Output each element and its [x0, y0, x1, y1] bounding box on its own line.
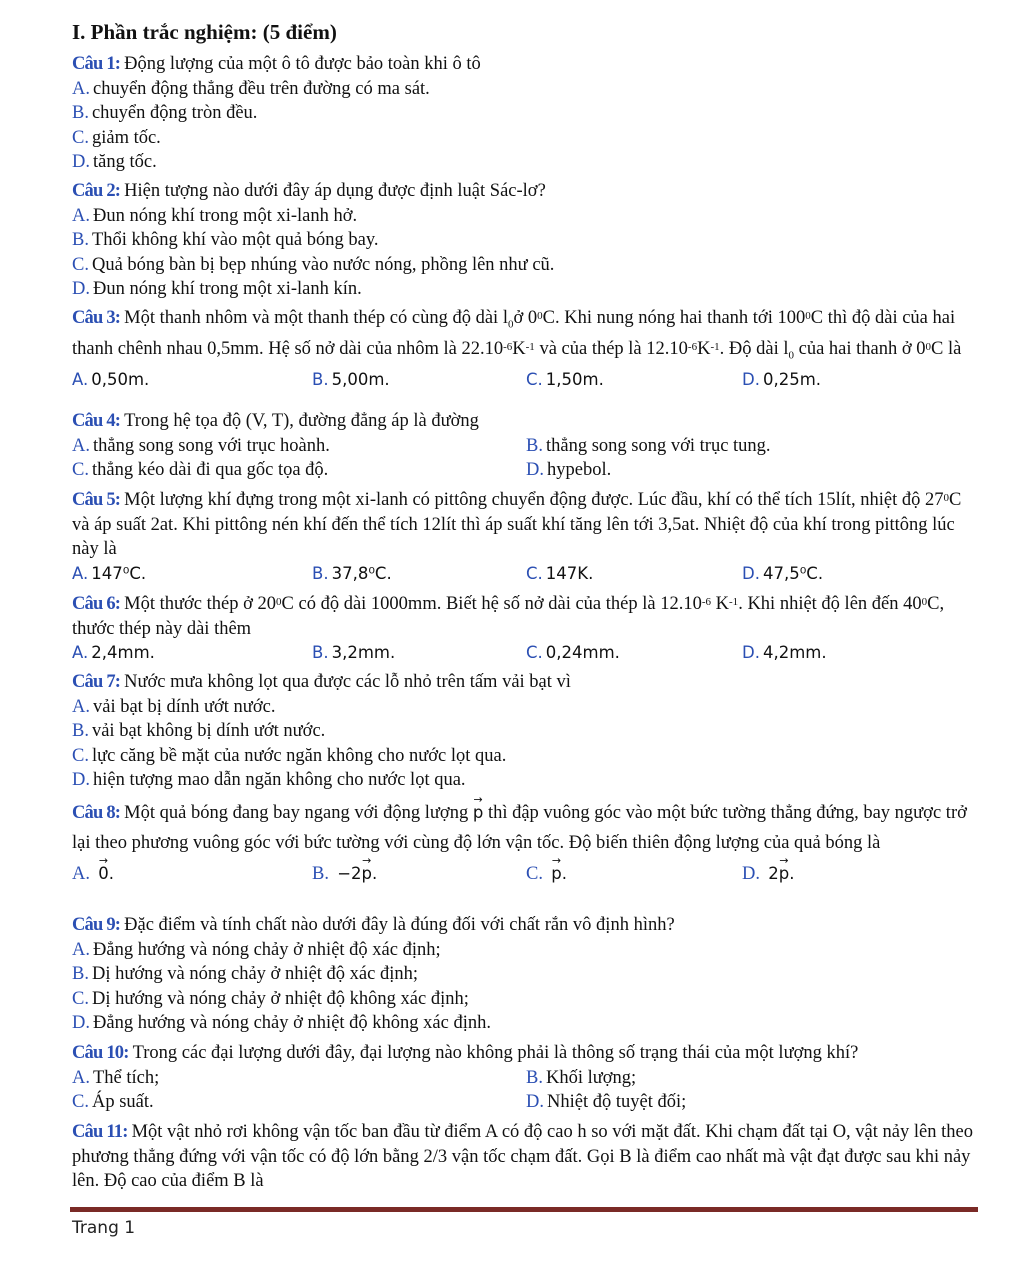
question-text: Câu 11: Một vật nhỏ rơi không vận tốc ban đầu từ điểm A có độ cao h so với mặt đất. Khi chạm đất tại O, vật nảy lên theo phương thẳng đứng với vận tốc có độ lớn bằng 2/3 vận tốc chạm đất. Gọi B là điểm cao nhất mà vật đạt được sau khi nảy lên. Độ cao của điểm B là [72, 1122, 973, 1191]
option-c[interactable]: C. Dị hướng và nóng chảy ở nhiệt độ không xác định; [72, 988, 469, 1009]
question-label: Câu 10: [72, 1043, 129, 1063]
section-title: I. Phần trắc nghiệm: (5 điểm) [72, 20, 337, 44]
option-c[interactable]: C. thẳng kéo dài đi qua gốc tọa độ. [72, 460, 329, 480]
option-d[interactable]: D. tăng tốc. [72, 152, 157, 172]
option-b[interactable]: B. Dị hướng và nóng chảy ở nhiệt độ xác định; [72, 964, 419, 984]
question-text: Động lượng của một ô tô được bảo toàn khi ô tô [124, 54, 481, 74]
option-b[interactable]: B. vải bạt không bị dính ướt nước. [72, 721, 326, 741]
question-1 [72, 52, 978, 175]
option-c[interactable]: C. Quả bóng bàn bị bẹp nhúng vào nước nóng, phồng lên như cũ. [72, 254, 555, 275]
option-d[interactable]: D. 2→ p. [742, 862, 794, 887]
option-d[interactable]: D. hiện tượng mao dẫn ngăn không cho nước lọt qua. [72, 770, 466, 790]
question-text: Câu 5: Một lượng khí đựng trong một xi-lanh có pittông chuyển động được. Lúc đầu, khí có thể tích 15lít, nhiệt độ $27^0C$ và áp suất 2at. Khi pittông nén khí đến thể tích 12lít thì áp suất khí tăng lên tới 3,5at. Nhiệt độ của khí trong pittông lúc này là [72, 490, 962, 559]
page-number: Trang 1 [72, 1218, 136, 1238]
option-c[interactable]: C. 0,24mm. [526, 643, 620, 662]
option-a[interactable]: A. thẳng song song với trục hoành. [72, 435, 330, 456]
question-2 [72, 179, 978, 302]
question-label: Câu 1: [72, 54, 121, 74]
option-a[interactable]: A. 2,4mm. [72, 643, 155, 662]
question-text: Đặc điểm và tính chất nào dưới đây là đúng đối với chất rắn vô định hình? [124, 915, 675, 935]
option-c[interactable]: C. lực căng bề mặt của nước ngăn không cho nước lọt qua. [72, 745, 507, 766]
option-b[interactable]: B. Thổi không khí vào một quả bóng bay. [72, 230, 379, 250]
question-text: Câu 8: Một quả bóng đang bay ngang với động lượng → p thì đập vuông góc vào một bức tường thẳng đứng, bay ngược trở lại theo phương vuông góc với bức tường với cùng độ lớn vận tốc. Độ biến thiên động lượng của quả bóng là [72, 798, 978, 858]
question-9 [72, 913, 978, 1036]
question-label: Câu 2: [72, 181, 121, 201]
option-d[interactable]: D. 0,25m. [742, 370, 822, 390]
question-3 [72, 306, 978, 393]
option-b[interactable]: B. thẳng song song với trục tung. [526, 435, 771, 456]
question-label: Câu 9: [72, 915, 121, 935]
option-c[interactable]: C. 147K. [526, 563, 594, 583]
question-text: Câu 3: Một thanh nhôm và một thanh thép có cùng độ dài $l_0ở$ $0^0C$. Khi nung nóng hai thanh tới $100^0C$ thì độ dài của hai thanh chênh nhau 0,5mm. Hệ số nở dài của nhôm là $22.10^{-6}K^{-1}$ và của thép là $12.10^{-6}K^{-1}$. Độ dài $l_0$ của hai thanh ở $0^0C$ là [72, 308, 962, 362]
option-b[interactable]: B. Khối lượng; [526, 1067, 637, 1088]
question-text: Trong hệ tọa độ (V, T), đường đẳng áp là đường [124, 411, 479, 431]
option-b[interactable]: B. 3,2mm. [312, 643, 396, 662]
question-8 [72, 798, 978, 887]
option-a[interactable]: A. 147⁰C. [72, 563, 147, 583]
option-d[interactable]: D. 47,5⁰C. [742, 563, 824, 583]
option-c[interactable]: C. Áp suất. [72, 1092, 154, 1112]
option-b[interactable]: B. chuyển động tròn đều. [72, 103, 258, 123]
footer-divider [70, 1207, 978, 1212]
option-a[interactable]: A. Thể tích; [72, 1067, 160, 1088]
question-11 [72, 1120, 978, 1194]
question-text: Trong các đại lượng dưới đây, đại lượng nào không phải là thông số trạng thái của một lượng khí? [132, 1043, 859, 1063]
question-4 [72, 409, 978, 483]
option-d[interactable]: D. hypebol. [526, 460, 612, 480]
question-label: Câu 4: [72, 411, 121, 431]
option-a[interactable]: A. Đẳng hướng và nóng chảy ở nhiệt độ xác định; [72, 939, 441, 960]
option-d[interactable]: D. 4,2mm. [742, 643, 827, 662]
option-a[interactable]: A. 0,50m. [72, 370, 150, 390]
question-7 [72, 670, 978, 793]
option-b[interactable]: B. −2→ p. [312, 862, 377, 887]
option-c[interactable]: C. → p. [526, 862, 567, 887]
question-label: Câu 7: [72, 672, 121, 692]
option-b[interactable]: B. 5,00m. [312, 370, 390, 390]
option-a[interactable]: A. chuyển động thẳng đều trên đường có ma sát. [72, 78, 430, 99]
question-5 [72, 488, 978, 586]
option-a[interactable]: A. Đun nóng khí trong một xi-lanh hở. [72, 205, 358, 226]
option-b[interactable]: B. 37,8⁰C. [312, 563, 392, 583]
option-d[interactable]: D. Đun nóng khí trong một xi-lanh kín. [72, 279, 362, 299]
option-a[interactable]: A. → 0. [72, 862, 114, 887]
option-c[interactable]: C. giảm tốc. [72, 127, 161, 148]
option-d[interactable]: D. Nhiệt độ tuyệt đối; [526, 1092, 687, 1112]
question-10 [72, 1041, 978, 1115]
question-text: Hiện tượng nào dưới đây áp dụng được định luật Sác-lơ? [124, 181, 546, 201]
option-a[interactable]: A. vải bạt bị dính ướt nước. [72, 696, 276, 717]
option-d[interactable]: D. Đẳng hướng và nóng chảy ở nhiệt độ không xác định. [72, 1013, 491, 1033]
question-6 [72, 592, 978, 666]
option-c[interactable]: C. 1,50m. [526, 370, 604, 390]
question-text: Nước mưa không lọt qua được các lỗ nhỏ trên tấm vải bạt vì [124, 672, 571, 692]
question-text: Câu 6: Một thước thép ở $20^0C$ có độ dài 1000mm. Biết hệ số nở dài của thép là $12.10^{-6}$ $K^{-1}$. Khi nhiệt độ lên đến $40^0C$, thước thép này dài thêm [72, 594, 945, 639]
